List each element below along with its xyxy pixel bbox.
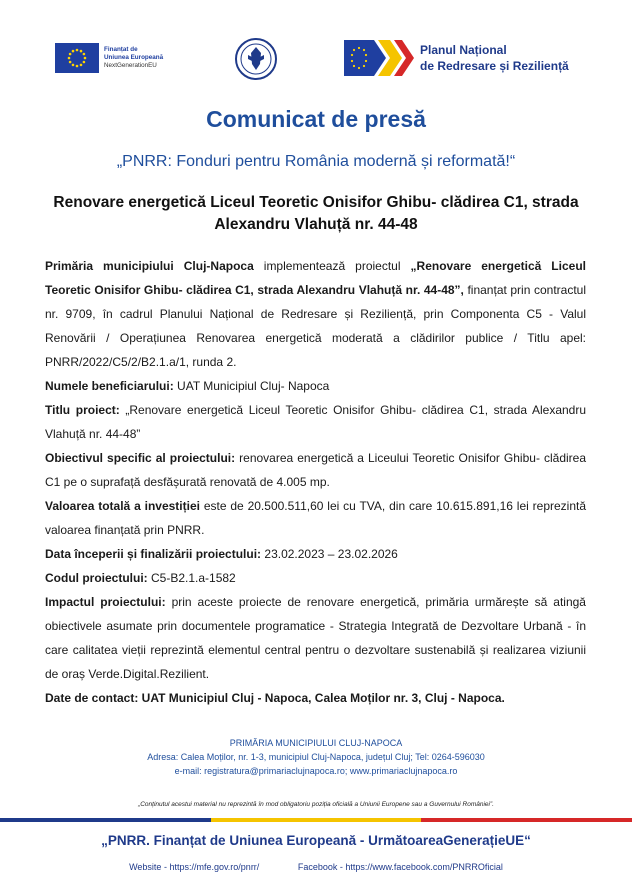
tricolor-stripe: [0, 818, 632, 822]
website-link[interactable]: Website - https://mfe.gov.ro/pnrr/: [129, 862, 260, 872]
eu-logo-line3: NextGenerationEU: [104, 62, 157, 69]
pnrr-arrows-icon: [344, 38, 414, 78]
stripe-segment: [0, 818, 105, 822]
disclaimer: „Conținutul acestui material nu reprezintă în mod obligatoriu poziția oficială a Uniunii Europene sau a Guvernului României”.: [138, 801, 494, 808]
page-subtitle: „PNRR: Fonduri pentru România modernă și reformată!“: [116, 153, 516, 170]
document-body: [45, 254, 586, 710]
stripe-segment: [105, 818, 210, 822]
project-code-paragraph: Codul proiectului: C5-B2.1.a-1582: [45, 571, 236, 585]
beneficiary-paragraph: Numele beneficiarului: UAT Municipiul Cluj- Napoca: [45, 379, 330, 393]
pnrr-logo-line2: de Redresare și Reziliență: [420, 59, 569, 73]
intro-paragraph: Primăria municipiului Cluj-Napoca implementează proiectul „Renovare energetică Liceul Teoretic Onisifor Ghibu- clădirea C1, strada Alexandru Vlahuță nr. 44-48”, finanțat prin contractul nr. 9709, în cadrul Planului Național de Redresare și Reziliență, prin Componenta C5 - Valul Renovării / Operațiunea Renovarea energetică moderată a clădirilor publice / Titlu apel: PNRR/2022/C5/2/B2.1.a/1, runda 2.: [45, 259, 586, 369]
dates-paragraph: Data începerii și finalizării proiectului: 23.02.2023 – 23.02.2026: [45, 547, 398, 561]
project-heading: Renovare energetică Liceul Teoretic Onisifor Ghibu- clădirea C1, strada Alexandru Vlahuță nr. 44-48: [53, 194, 579, 233]
page-title: Comunicat de presă: [206, 106, 426, 132]
pnrr-tagline: „PNRR. Finanțat de Uniunea Europeană - UrmătoareaGenerațieUE“: [101, 833, 531, 848]
stripe-segment: [316, 818, 421, 822]
stripe-segment: [421, 818, 526, 822]
impact-paragraph: Impactul proiectului: prin aceste proiecte de renovare energetică, primăria urmărește să atingă obiectivele asumate prin documentele programatice - Strategia Integrată de Dezvoltare Urbană - în care calitatea vieții reprezintă elementul central pentru o dezvoltare sustenabilă și realizarea viziunii de oraș Verde.Digital.Rezilient.: [45, 595, 586, 681]
investment-value-paragraph: Valoarea totală a investiției este de 20.500.511,60 lei cu TVA, din care 10.615.891,16 lei reprezintă valoarea finanțată prin PNRR.: [45, 499, 587, 537]
objective-paragraph: Obiectivul specific al proiectului: renovarea energetică a Liceului Teoretic Onisifor Ghibu- clădirea C1 pe o suprafață desfășurată renovată de 4.005 mp.: [45, 451, 586, 489]
eu-logo-line1: Finanțat de: [104, 46, 138, 53]
contact-paragraph: Date de contact: UAT Municipiul Cluj - Napoca, Calea Moților nr. 3, Cluj - Napoca.: [45, 691, 505, 705]
pnrr-logo-line1: Planul Național: [420, 43, 507, 57]
eu-logo-line2: Uniunea Europeană: [104, 54, 164, 61]
footer-links: [0, 862, 632, 872]
city-hall-footer: [0, 736, 632, 778]
city-hall-email[interactable]: e-mail: registratura@primariaclujnapoca.ro; www.primariaclujnapoca.ro: [174, 766, 458, 776]
facebook-link[interactable]: Facebook - https://www.facebook.com/PNRROficial: [297, 862, 503, 872]
city-hall-name: PRIMĂRIA MUNICIPIULUI CLUJ-NAPOCA: [229, 738, 403, 748]
project-title-paragraph: Titlu proiect: „Renovare energetică Liceul Teoretic Onisifor Ghibu- clădirea C1, strada Alexandru Vlahuță nr. 44-48”: [45, 403, 587, 441]
romania-government-emblem-icon: [234, 37, 278, 81]
stripe-segment: [211, 818, 316, 822]
eu-flag-icon: [55, 43, 99, 73]
city-hall-address: Adresa: Calea Moților, nr. 1-3, municipiul Cluj-Napoca, județul Cluj; Tel: 0264-596030: [147, 752, 485, 762]
eu-funding-logo: [55, 42, 185, 74]
stripe-segment: [527, 818, 632, 822]
pnrr-logo: [344, 38, 584, 78]
